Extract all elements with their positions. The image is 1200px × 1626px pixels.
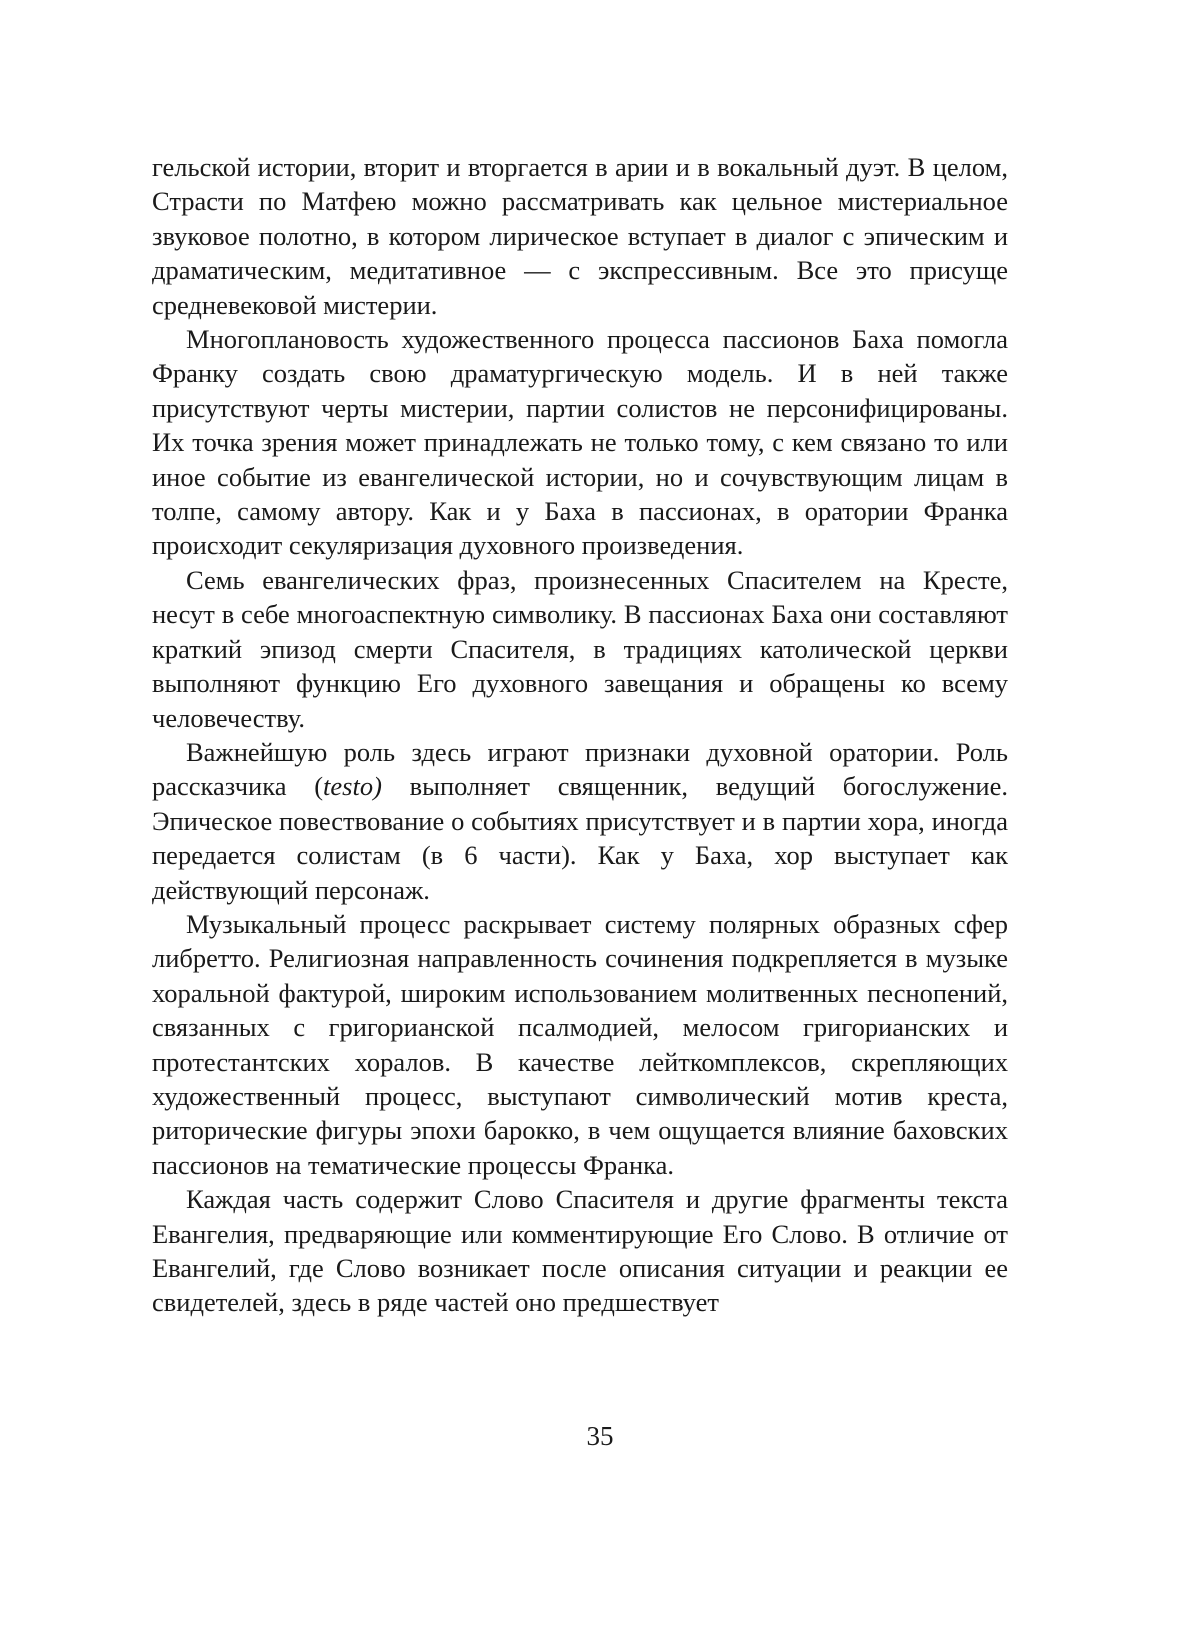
paragraph-1 [152,150,1008,322]
paragraph-text: Важнейшую роль здесь играют признаки духовной оратории. Роль рассказчика ( [152,737,1008,801]
paragraph-text: Семь евангелических фраз, произнесенных Спасителем на Кре­сте, несут в себе многоаспектную символику. В пассионах Баха они составляют краткий эпизод смерти Спасителя, в традициях католи­ческой церкви выполняют функцию Его духовного завещания и об­ращены ко всему человечеству. [152,565,1008,733]
paragraph-text: гельской истории, вторит и вторгается в арии и в вокальный дуэт. В целом, Страсти по Матфею можно рассматривать как цельное ми­стериальное звуковое полотно, в котором лирическое вступает в ди­алог с эпическим и драматическим, медитативное — с экспрессив­ным. Все это присуще средневековой мистерии. [152,152,1008,320]
paragraph-text: Многоплановость художественного процесса пассионов Баха помогла Франку создать свою драматургическую модель. И в ней также присутствуют черты мистерии, партии солистов не персони­фицированы. Их точка зрения может принадлежать не только тому, с кем связано то или иное событие из евангелической истории, но и сочувствующим лицам в толпе, самому автору. Как и у Баха в пас­сионах, в оратории Франка происходит секуляризация духовного произведения. [152,324,1008,560]
book-page [0,0,1200,1626]
paragraph-6 [152,1182,1008,1320]
paragraph-text: выполняет священник, ведущий богослуже­ние. Эпическое повествование о событиях присутствует и в партии хора, иногда передается солистам (в 6 части). Как у Баха, хор высту­пает как действующий персонаж. [152,771,1008,904]
paragraph-text: Музыкальный процесс раскрывает систему полярных образных сфер либретто. Религиозная направленность сочинения подкрепля­ется в музыке хоральной фактурой, широким использованием мо­литвенных песнопений, связанных с григорианской псалмодией, мелосом григорианских и протестантских хоралов. В качестве лей­ткомплексов, скрепляющих художественный процесс, выступают символический мотив креста, риторические фигуры эпохи барокко, в чем ощущается влияние баховских пассионов на тематические про­цессы Франка. [152,909,1008,1180]
paragraph-2 [152,322,1008,563]
paragraph-4 [152,735,1008,907]
body-text [152,150,1008,1320]
paragraph-3 [152,563,1008,735]
paragraph-5 [152,907,1008,1182]
paragraph-text: Каждая часть содержит Слово Спасителя и другие фрагменты текста Евангелия, предваряющие или комментирующие Его Слово. В отличие от Евангелий, где Слово возникает после описания ситуа­ции и реакции ее свидетелей, здесь в ряде частей оно предшествует [152,1184,1008,1317]
page-number: 35 [0,1419,1200,1453]
italic-term: testo) [323,771,382,801]
